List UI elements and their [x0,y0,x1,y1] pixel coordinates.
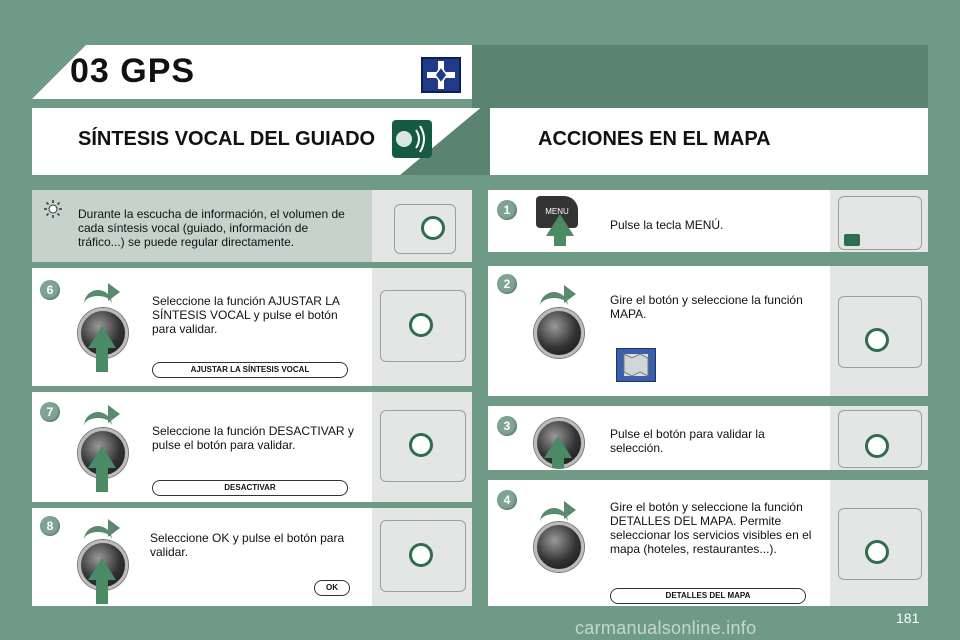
menu-key-highlight [844,234,860,246]
intro-dashboard-thumb [372,190,472,262]
rotary-knob-icon [534,522,584,572]
menu-option-badge: AJUSTAR LA SÍNTESIS VOCAL [152,362,348,378]
press-arrow-stem [96,578,108,604]
rotate-arrow-tip [564,501,576,519]
chapter-title: 03 GPS [70,52,196,90]
step-1-dashboard-thumb [830,190,928,252]
dial-highlight-icon [421,216,445,240]
press-arrow-icon [544,436,572,458]
rotary-knob-icon [534,308,584,358]
press-arrow-icon [546,214,574,236]
gps-crossroad-icon [421,57,461,93]
dial-highlight-icon [865,540,889,564]
dial-highlight-icon [865,434,889,458]
step-number: 7 [40,402,60,422]
step-1-text: Pulse la tecla MENÚ. [610,218,724,232]
step-number: 3 [497,416,517,436]
rotate-arrow-tip [108,519,120,537]
press-arrow-stem [96,466,108,492]
press-arrow-icon [88,558,116,580]
voice-synthesis-icon [392,120,432,158]
step-4-dashboard-thumb [830,480,928,606]
menu-key-icon: MENU [536,196,578,228]
step-2-text: Gire el botón y seleccione la función MAPA. [610,293,803,321]
dial-highlight-icon [409,543,433,567]
step-3-dashboard-thumb [830,406,928,470]
press-arrow-icon [88,446,116,468]
step-7-dashboard-thumb [372,392,472,502]
intro-text: Durante la escucha de información, el volumen de cada síntesis vocal (guiado, información de tráfico...) se puede regular directamente. [78,207,345,249]
step-6-dashboard-thumb [372,268,472,386]
rotate-arrow-tip [108,283,120,301]
press-arrow-stem [552,456,564,468]
menu-option-badge: OK [314,580,350,596]
step-8-dashboard-thumb [372,508,472,606]
section-title-voice: SÍNTESIS VOCAL DEL GUIADO [78,128,376,150]
dial-highlight-icon [409,433,433,457]
step-2-dashboard-thumb [830,266,928,396]
press-arrow-stem [554,234,566,246]
menu-option-badge: DETALLES DEL MAPA [610,588,806,604]
page-number: 181 [896,610,920,626]
step-4-text: Gire el botón y seleccione la función DETALLES DEL MAPA. Permite seleccionar los servicios visibles en el mapa (hoteles, restaurantes...). [610,500,812,556]
menu-option-badge: DESACTIVAR [152,480,348,496]
map-book-icon [616,348,656,382]
step-number: 1 [497,200,517,220]
rotate-arrow-tip [564,285,576,303]
watermark: carmanualsonline.info [575,618,757,638]
step-8-text: Seleccione OK y pulse el botón para validar. [150,531,345,559]
step-number: 4 [497,490,517,510]
press-arrow-stem [96,346,108,372]
step-number: 2 [497,274,517,294]
press-arrow-icon [88,326,116,348]
step-number: 8 [40,516,60,536]
dial-highlight-icon [865,328,889,352]
dial-highlight-icon [409,313,433,337]
step-7-text: Seleccione la función DESACTIVAR y pulse el botón para validar. [152,424,354,452]
section-title-map: ACCIONES EN EL MAPA [538,128,771,150]
tip-light-icon [44,200,62,218]
step-number: 6 [40,280,60,300]
rotate-arrow-tip [108,405,120,423]
step-6-text: Seleccione la función AJUSTAR LA SÍNTESIS VOCAL y pulse el botón para validar. [152,294,340,336]
step-3-text: Pulse el botón para validar la selección. [610,427,765,455]
